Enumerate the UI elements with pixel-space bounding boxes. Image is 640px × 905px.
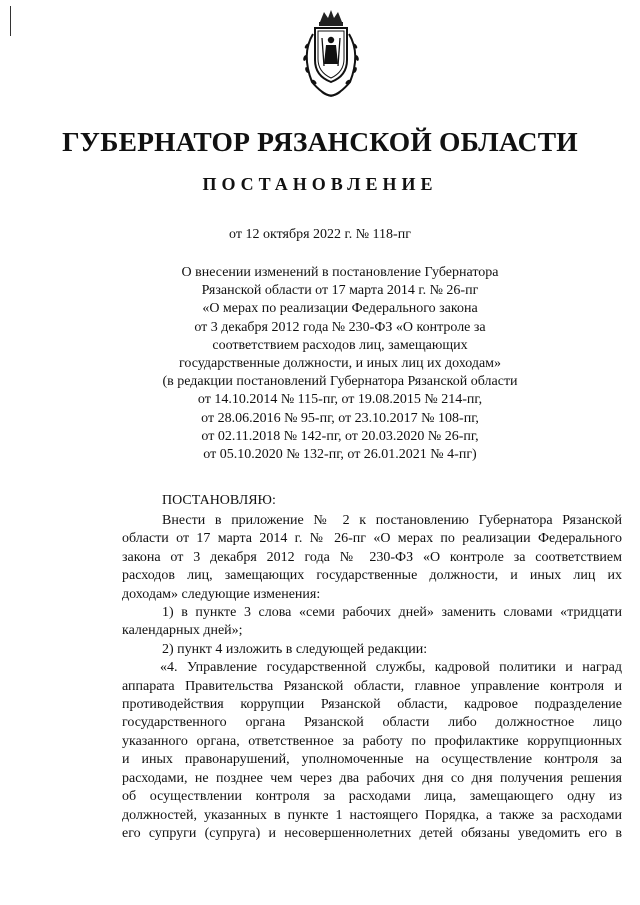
subject-line: (в редакции постановлений Губернатора Рязанской области bbox=[162, 374, 518, 390]
subject-line: государственные должности, и иных лиц их доходам» bbox=[178, 356, 502, 372]
body-line: его супруги (супруга) и несовершеннолетних детей обязаны уведомить его в bbox=[122, 825, 622, 841]
coat-of-arms-icon bbox=[298, 8, 364, 100]
body-line: противодействия коррупции Рязанской области, кадровое подразделение bbox=[122, 697, 622, 713]
document-type: ПОСТАНОВЛЕНИЕ bbox=[202, 174, 438, 194]
subject-line: от 14.10.2014 № 115-пг, от 19.08.2015 № 214-пг, bbox=[197, 392, 483, 408]
body-line: 1) в пункте 3 слова «семи рабочих дней» заменить словами «тридцати bbox=[162, 605, 622, 621]
subject-line: Рязанской области от 17 марта 2014 г. № 26-пг bbox=[201, 283, 479, 299]
body-line: календарных дней»; bbox=[122, 623, 243, 639]
subject-line: от 02.11.2018 № 142-пг, от 20.03.2020 № 26-пг, bbox=[201, 428, 479, 444]
body-line: области от 17 марта 2014 г. № 26-пг «О мерах по реализации Федерального bbox=[122, 531, 622, 547]
subject-line: от 28.06.2016 № 95-пг, от 23.10.2017 № 108-пг, bbox=[201, 410, 479, 426]
body-line: 2) пункт 4 изложить в следующей редакции: bbox=[162, 641, 428, 657]
document-date-number: от 12 октября 2022 г. № 118-пг bbox=[229, 227, 411, 242]
document-subject bbox=[140, 264, 540, 464]
body-line: доходам» следующие изменения: bbox=[122, 586, 321, 602]
subject-line: соответствием расходов лиц, замещающих bbox=[212, 337, 468, 353]
body-line: об осуществлении контроля за расходами лица, замещающего одну из bbox=[122, 789, 622, 805]
body-line: и иных правонарушений, уполномоченные на осуществление контроля за bbox=[122, 752, 622, 768]
subject-line: О внесении изменений в постановление Губернатора bbox=[181, 265, 499, 280]
body-line: должностей, указанных в пункте 1 настоящего Порядка, а также за расходами bbox=[122, 807, 622, 823]
body-line: закона от 3 декабря 2012 года № 230-ФЗ «О контроле за соответствием bbox=[122, 549, 622, 565]
subject-line: «О мерах по реализации Федерального закона bbox=[202, 301, 478, 317]
body-line: расходов лиц, замещающих государственные должности, и иных лиц их bbox=[122, 568, 622, 584]
subject-line: от 3 декабря 2012 года № 230-ФЗ «О контроле за bbox=[194, 319, 486, 335]
body-line: указанного органа, ответственное за работу по профилактике коррупционных bbox=[122, 733, 622, 749]
issuing-authority: ГУБЕРНАТОР РЯЗАНСКОЙ ОБЛАСТИ bbox=[62, 126, 578, 157]
resolves-heading: ПОСТАНОВЛЯЮ: bbox=[162, 493, 276, 508]
body-line: Внести в приложение № 2 к постановлению Губернатора Рязанской bbox=[162, 513, 622, 528]
body-line: «4. Управление государственной службы, кадровой политики и наград bbox=[160, 660, 622, 676]
subject-line: от 05.10.2020 № 132-пг, от 26.01.2021 № 4-пг) bbox=[203, 447, 477, 463]
body-line: государственного органа Рязанской области либо должностное лицо bbox=[122, 715, 622, 731]
margin-mark bbox=[10, 6, 11, 36]
body-line: расходами, не позднее чем через два рабочих дня со дня получения решения bbox=[122, 770, 622, 786]
document-body bbox=[122, 512, 622, 843]
body-line: аппарата Правительства Рязанской области, главное управление контроля и bbox=[122, 678, 622, 694]
